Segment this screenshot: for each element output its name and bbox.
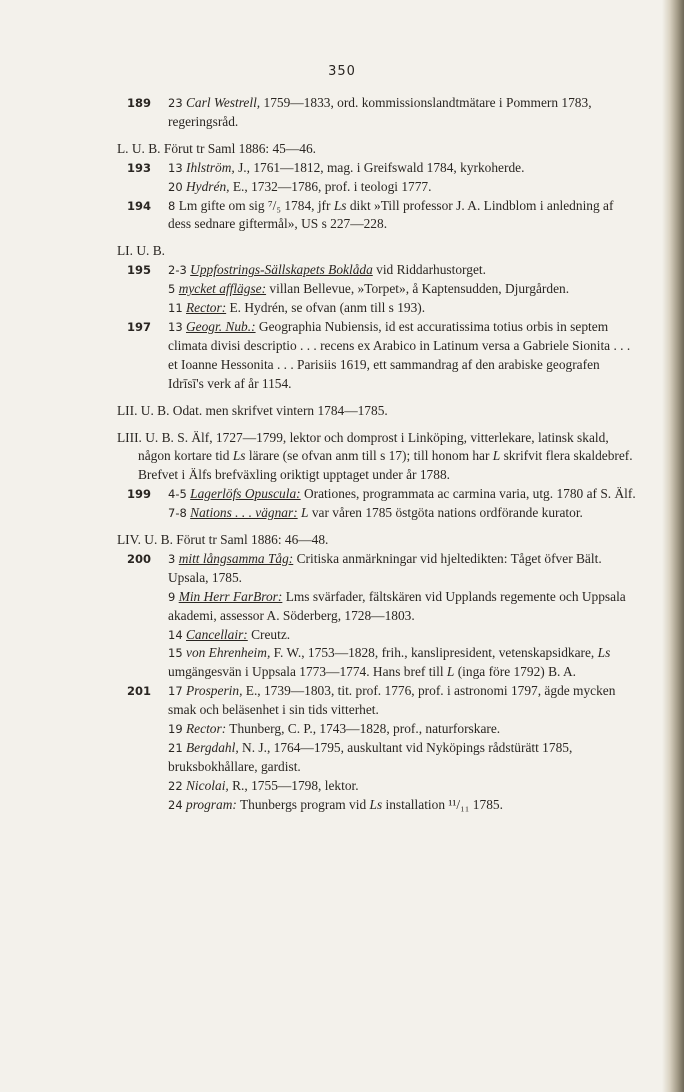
line-number: 20 [168, 179, 183, 194]
section-text: skrifvit flera skaldebref. Brefvet i Älfs brefväxling oriktigt upptaget under år 1788. [138, 448, 633, 483]
entry-name: Uppfostrings-Sällskapets Boklåda [190, 262, 373, 278]
entry-201-sub [138, 796, 638, 815]
entry-200-sub [138, 626, 638, 645]
line-number: 19 [168, 722, 183, 737]
section-name: L [492, 448, 501, 464]
entry-201-sub [138, 777, 638, 796]
line-number: 13 [168, 160, 183, 175]
entry-200-sub [138, 644, 638, 682]
entry-page-number: 199 [127, 487, 152, 502]
line-number: 8 [168, 198, 176, 213]
entry-194 [127, 197, 638, 235]
entry-name: Rector: [186, 721, 227, 737]
entry-text: installation ¹¹/₁₁ 1785. [382, 796, 503, 812]
entry-text: Critiska anmärkningar vid hjeltedikten: Tåget öfver Bält. Upsala, 1785. [168, 550, 602, 585]
line-number: 4-5 [168, 487, 187, 502]
entry-page-number: 200 [127, 551, 152, 566]
page-body [117, 94, 638, 815]
entry-text: var våren 1785 östgöta nations ordförande kurator. [308, 505, 583, 521]
line-number: 14 [168, 627, 183, 642]
entry-199 [127, 485, 638, 504]
entry-page-number: 201 [127, 684, 152, 699]
entry-193 [127, 159, 638, 178]
line-number: 15 [168, 646, 183, 661]
entry-name: mycket afflägse: [178, 281, 267, 297]
entry-195 [127, 261, 638, 280]
entry-200 [127, 550, 638, 588]
line-number: 7-8 [168, 506, 187, 521]
entry-text: Thunberg, C. P., 1743—1828, prof., naturforskare. [226, 721, 501, 737]
entry-200-sub [138, 588, 638, 626]
entry-name: Ls [597, 645, 611, 661]
entry-text: Creutz. [247, 626, 291, 642]
entry-name: Ls [333, 197, 347, 213]
line-number: 17 [168, 684, 183, 699]
entry-text: Lm gifte om sig ⁷/₅ 1784, jfr [178, 197, 334, 213]
entry-text: N. J., 1764—1795, auskultant vid Nyköpings rådstürätt 1785, bruksbokhållare, gardist. [168, 740, 573, 774]
entry-name: von Ehrenheim, [186, 645, 271, 661]
entry-197 [127, 318, 638, 394]
section-text: lärare (se ofvan anm till s 17); till honom har [245, 448, 493, 464]
entry-201-sub [138, 739, 638, 777]
entry-text: 1759—1833, ord. kommissionslandtmätare i Pommern 1783, regeringsråd. [168, 95, 592, 129]
section-heading-l: L. U. B. Förut tr Saml 1886: 45—46. [117, 140, 317, 156]
line-number: 13 [168, 319, 183, 334]
section-text: LIII. U. B. S. Älf, 1727—1799, lektor och domprost i Linköping, vitterlekare, latinsk skald, någon kortare tid [117, 429, 609, 464]
page-number: 350 [328, 64, 356, 79]
entry-page-number: 197 [127, 319, 152, 334]
line-number: 2-3 [168, 263, 187, 278]
entry-text: Lms svärfader, fältskären vid Upplands regemente och Uppsala akademi, assessor A. Söderberg, 1728—1803. [168, 588, 626, 623]
entry-page-number: 195 [127, 263, 152, 278]
entry-name: Lagerlöfs Opuscula: [190, 486, 301, 502]
entry-name: L [301, 505, 309, 521]
entry-201-sub [138, 720, 638, 739]
entry-193-sub [138, 178, 638, 197]
entry-name: Cancellair: [186, 626, 248, 642]
line-number: 21 [168, 741, 183, 755]
entry-195-sub [138, 299, 638, 318]
entry-text: Orationes, programmata ac carmina varia, utg. 1780 af S. Älf. [300, 486, 636, 502]
entry-text: J., 1761—1812, mag. i Greifswald 1784, kyrkoherde. [234, 159, 525, 175]
entry-name: Ihlström, [186, 159, 235, 175]
entry-195-sub [138, 280, 638, 299]
section-heading-liv: LIV. U. B. Förut tr Saml 1886: 46—48. [117, 532, 329, 548]
page-edge-shadow [662, 0, 684, 1092]
entry-name: Rector: [186, 300, 227, 316]
section-heading-li: LI. U. B. [117, 243, 165, 259]
entry-text: E., 1732—1786, prof. i teologi 1777. [229, 178, 432, 194]
entry-text: dikt »Till professor J. A. Lindblom i anledning af dess sednare giftermål», US s 227—228. [168, 197, 614, 232]
entry-page-number: 189 [127, 96, 152, 110]
section-heading-lii: LII. U. B. Odat. men skrifvet vintern 1784—1785. [117, 402, 388, 418]
entry-201 [127, 682, 638, 720]
entry-text: (inga före 1792) B. A. [454, 664, 576, 680]
entry-name: mitt långsamma Tåg: [178, 550, 294, 566]
entry-text: Geographia Nubiensis, id est accuratissima totius orbis in septem climata divisi descriptio . . . recens ex Arabico in Latinum versa a Gabriele Sionita . . . et Ioanne Hessonita . . . Parisiis 1619, ett sammandrag af den arabiske geografen Idrīsī's verk af år 1154. [168, 318, 631, 391]
line-number: 24 [168, 797, 183, 812]
entry-189 [127, 94, 638, 132]
entry-name: Min Herr FarBror: [178, 588, 283, 604]
entry-text: vid Riddarhustorget. [372, 262, 486, 278]
entry-page-number: 194 [127, 198, 152, 213]
line-number: 9 [168, 589, 176, 604]
section-name: Ls [232, 448, 246, 464]
entry-199-sub [138, 504, 638, 523]
line-number: 23 [168, 96, 183, 110]
entry-text: F. W., 1753—1828, frih., kanslipresident, vetenskapsidkare, [270, 645, 598, 661]
entry-name: Hydrén, [186, 178, 230, 194]
entry-text: Thunbergs program vid [236, 796, 370, 812]
line-number: 11 [168, 301, 183, 316]
entry-name: L [446, 664, 455, 680]
entry-text: E., 1739—1803, tit. prof. 1776, prof. i astronomi 1797, ägde mycken smak och beläsenhet i sin tids vitterhet. [168, 683, 616, 718]
entry-text: R., 1755—1798, lektor. [228, 777, 359, 793]
line-number: 5 [168, 282, 176, 297]
entry-page-number: 193 [127, 160, 152, 175]
line-number: 22 [168, 778, 183, 793]
entry-name: Bergdahl, [186, 740, 239, 755]
entry-text: E. Hydrén, se ofvan (anm till s 193). [226, 300, 426, 316]
entry-name: Nicolai, [186, 777, 229, 793]
entry-text: villan Bellevue, »Torpet», å Kaptensudden, Djurgården. [266, 281, 570, 297]
entry-text: umgängesvän i Uppsala 1773—1774. Hans bref till [168, 664, 447, 680]
section-heading-liii [117, 429, 638, 486]
entry-name: Carl Westrell, [186, 95, 261, 110]
entry-name: Nations . . . vägnar: [190, 505, 298, 521]
entry-name: Geogr. Nub.: [186, 318, 256, 334]
line-number: 3 [168, 551, 176, 566]
entry-name: Prosperin, [186, 683, 243, 699]
entry-name: program: [186, 796, 237, 812]
entry-name: Ls [369, 796, 383, 812]
